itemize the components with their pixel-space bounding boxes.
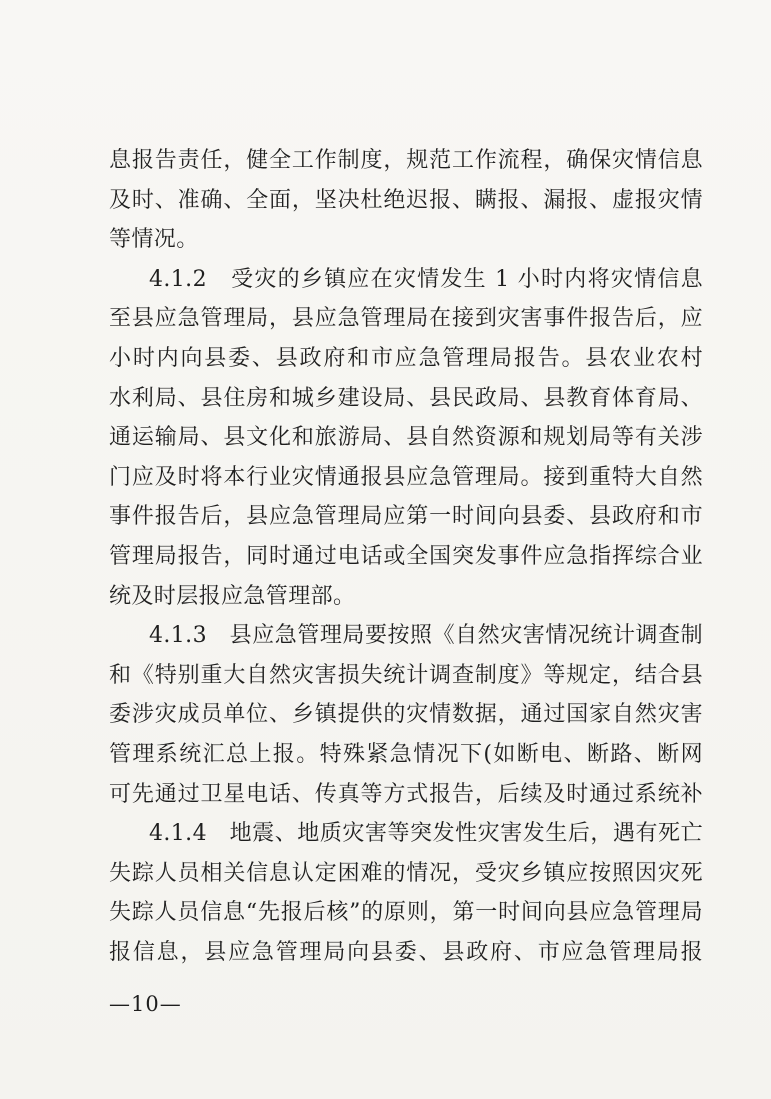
- text-line: 小时内向县委、县政府和市应急管理局报告。县农业农村: [109, 345, 703, 371]
- text-line: 统及时层报应急管理部。: [109, 583, 356, 609]
- text-line: 4.1.2 受灾的乡镇应在灾情发生 1 小时内将灾情信息: [149, 266, 703, 292]
- text-line: 管理局报告，同时通过电话或全国突发事件应急指挥综合业: [109, 543, 703, 569]
- text-line: 通运输局、县文化和旅游局、县自然资源和规划局等有关涉: [109, 425, 703, 451]
- text-line: 至县应急管理局，县应急管理局在接到灾害事件报告后，应: [109, 306, 703, 332]
- paragraph-4-1-3: [109, 616, 703, 814]
- text-line: 委涉灾成员单位、乡镇提供的灾情数据，通过国家自然灾害: [109, 702, 703, 728]
- paragraph-4-1-2: [109, 260, 703, 616]
- text-line: 失踪人员信息“先报后核”的原则，第一时间向县应急管理局: [109, 900, 703, 926]
- paragraph-4-1-4: [109, 814, 703, 972]
- text-line: 及时、准确、全面，坚决杜绝迟报、瞒报、漏报、虚报灾情: [109, 187, 703, 213]
- text-line: 和《特别重大自然灾害损失统计调查制度》等规定，结合县: [109, 662, 703, 688]
- text-line: 等情况。: [109, 227, 199, 253]
- text-line: 报信息，县应急管理局向县委、县政府、市应急管理局报: [109, 939, 703, 965]
- page-number: —10—: [109, 992, 182, 1016]
- text-line: 事件报告后，县应急管理局应第一时间向县委、县政府和市: [109, 504, 703, 530]
- text-line: 4.1.3 县应急管理局要按照《自然灾害情况统计调查制: [149, 623, 703, 649]
- text-line: 失踪人员相关信息认定困难的情况，受灾乡镇应按照因灾死: [109, 860, 703, 886]
- document-body: [109, 141, 703, 972]
- paragraph-0: [109, 141, 703, 260]
- text-line: 可先通过卫星电话、传真等方式报告，后续及时通过系统补: [109, 781, 703, 807]
- text-line: 4.1.4 地震、地质灾害等突发性灾害发生后，遇有死亡: [149, 821, 703, 847]
- text-line: 管理系统汇总上报。特殊紧急情况下(如断电、断路、断网: [109, 741, 703, 767]
- text-line: 门应及时将本行业灾情通报县应急管理局。接到重特大自然: [109, 464, 703, 490]
- text-line: 息报告责任，健全工作制度，规范工作流程，确保灾情信息: [109, 148, 703, 173]
- text-line: 水利局、县住房和城乡建设局、县民政局、县教育体育局、: [109, 385, 703, 411]
